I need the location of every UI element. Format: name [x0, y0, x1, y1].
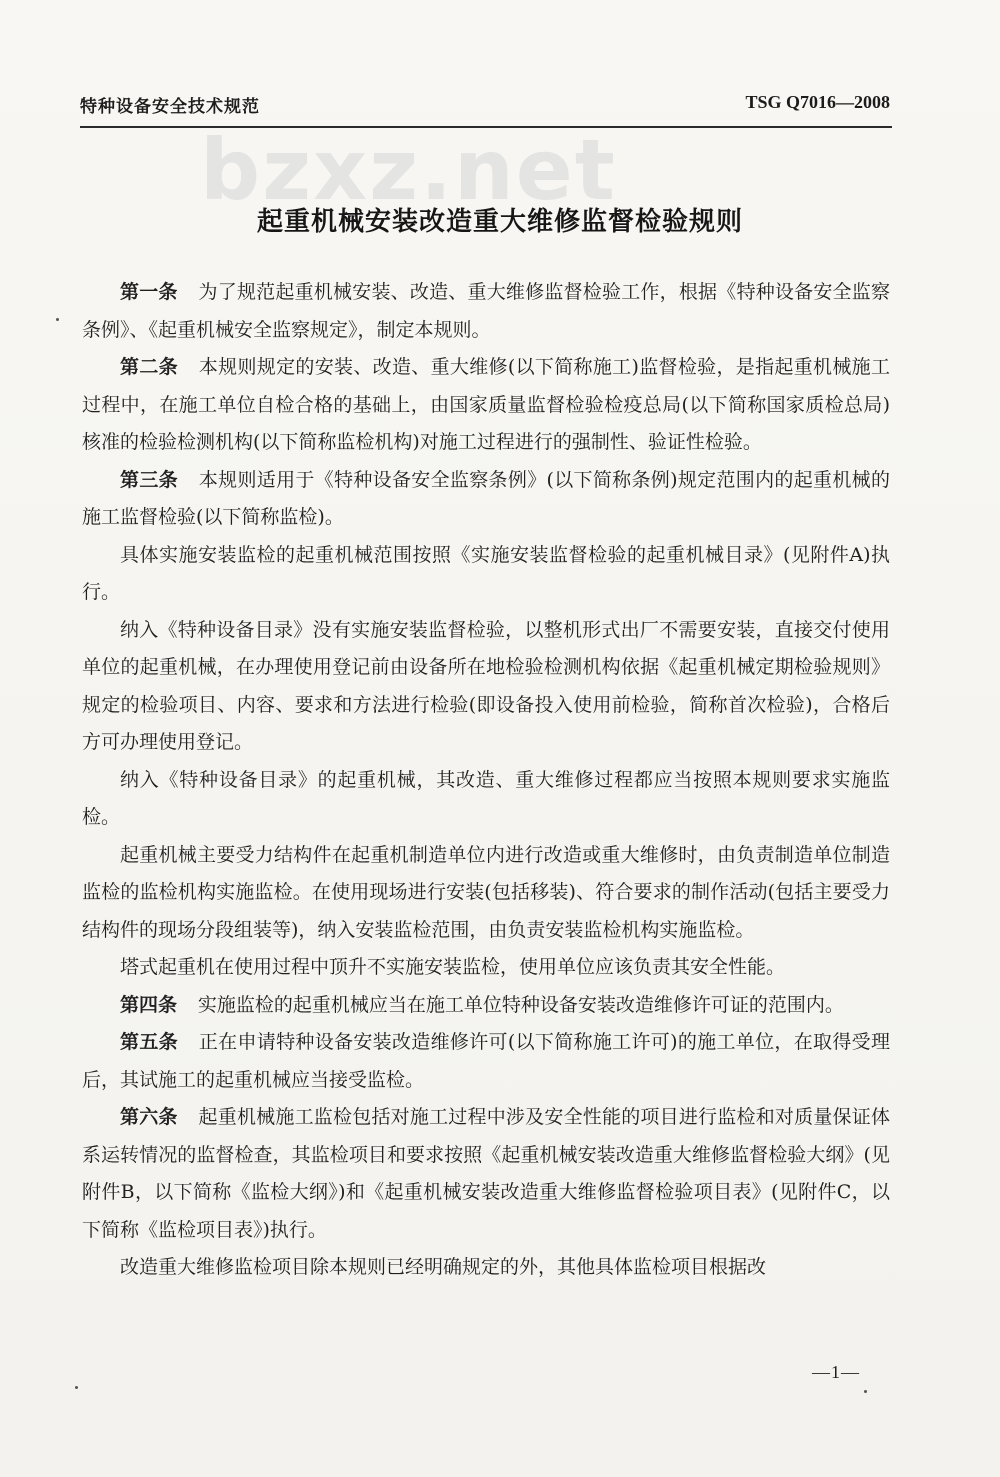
paragraph	[82, 537, 890, 612]
paragraph-text: 纳入《特种设备目录》的起重机械，其改造、重大维修过程都应当按照本规则要求实施监检。	[82, 768, 890, 828]
paragraph	[82, 1249, 890, 1287]
scan-speck	[56, 318, 59, 321]
paragraph	[82, 612, 890, 762]
paragraph-article-3	[82, 462, 890, 537]
paragraph-text: 起重机械主要受力结构件在起重机制造单位内进行改造或重大维修时，由负责制造单位制造监检的监检机构实施监检。在使用现场进行安装(包括移装)、符合要求的制作活动(包括主要受力结构件的现场分段组装等)，纳入安装监检范围，由负责安装监检机构实施监检。	[82, 843, 890, 941]
header-series-title: 特种设备安全技术规范	[80, 97, 260, 117]
article-label: 第二条	[120, 356, 178, 378]
paragraph-article-6	[82, 1099, 890, 1249]
page-number: —1—	[812, 1362, 860, 1382]
document-body	[82, 274, 890, 1287]
article-label: 第一条	[120, 281, 178, 303]
paragraph-text: 具体实施安装监检的起重机械范围按照《实施安装监督检验的起重机械目录》(见附件A)执行。	[82, 543, 890, 603]
scan-speck	[75, 1386, 78, 1389]
paragraph-article-1	[82, 274, 890, 349]
paragraph-text: 塔式起重机在使用过程中顶升不实施安装监检，使用单位应该负责其安全性能。	[120, 956, 786, 978]
article-label: 第三条	[120, 468, 178, 491]
paragraph-text: 为了规范起重机械安装、改造、重大维修监督检验工作，根据《特种设备安全监察条例》、《起重机械安全监察规定》，制定本规则。	[82, 281, 890, 341]
scan-speck	[864, 1390, 867, 1393]
paragraph-text: 起重机械施工监检包括对施工过程中涉及安全性能的项目进行监检和对质量保证体系运转情况的监督检查，其监检项目和要求按照《起重机械安装改造重大维修监督检验大纲》(见附件B，以下简称《监检大纲》)和《起重机械安装改造重大维修监督检验项目表》(见附件C，以下简称《监检项目表》)执行。	[82, 1106, 890, 1241]
paragraph-article-5	[82, 1024, 890, 1099]
paragraph-text: 本规则适用于《特种设备安全监察条例》(以下简称条例)规定范围内的起重机械的施工监督检验(以下简称监检)。	[82, 468, 890, 528]
watermark: bzxz.net	[200, 121, 617, 219]
article-label: 第五条	[120, 1031, 178, 1053]
paragraph-text: 改造重大维修监检项目除本规则已经明确规定的外，其他具体监检项目根据改	[120, 1256, 767, 1278]
header-standard-code: TSG Q7016—2008	[745, 92, 890, 112]
paragraph	[82, 762, 890, 837]
paragraph-text: 本规则规定的安装、改造、重大维修(以下简称施工)监督检验，是指起重机械施工过程中，在施工单位自检合格的基础上，由国家质量监督检验检疫总局(以下简称国家质检总局)核准的检验检测机构(以下简称监检机构)对施工过程进行的强制性、验证性检验。	[82, 356, 890, 453]
paragraph-text: 实施监检的起重机械应当在施工单位特种设备安装改造维修许可证的范围内。	[197, 993, 844, 1016]
paragraph-text: 正在申请特种设备安装改造维修许可(以下简称施工许可)的施工单位，在取得受理后，其试施工的起重机械应当接受监检。	[82, 1031, 890, 1091]
paragraph	[82, 949, 890, 987]
paragraph-article-4	[82, 987, 890, 1025]
article-label: 第六条	[120, 1106, 178, 1128]
paragraph-article-2	[82, 349, 890, 462]
document-title: 起重机械安装改造重大维修监督检验规则	[256, 207, 743, 237]
article-label: 第四条	[120, 993, 178, 1016]
paragraph-text: 纳入《特种设备目录》没有实施安装监督检验，以整机形式出厂不需要安装，直接交付使用单位的起重机械，在办理使用登记前由设备所在地检验检测机构依据《起重机械定期检验规则》规定的检验项目、内容、要求和方法进行检验(即设备投入使用前检验，简称首次检验)，合格后方可办理使用登记。	[82, 618, 890, 753]
paragraph	[82, 837, 890, 950]
